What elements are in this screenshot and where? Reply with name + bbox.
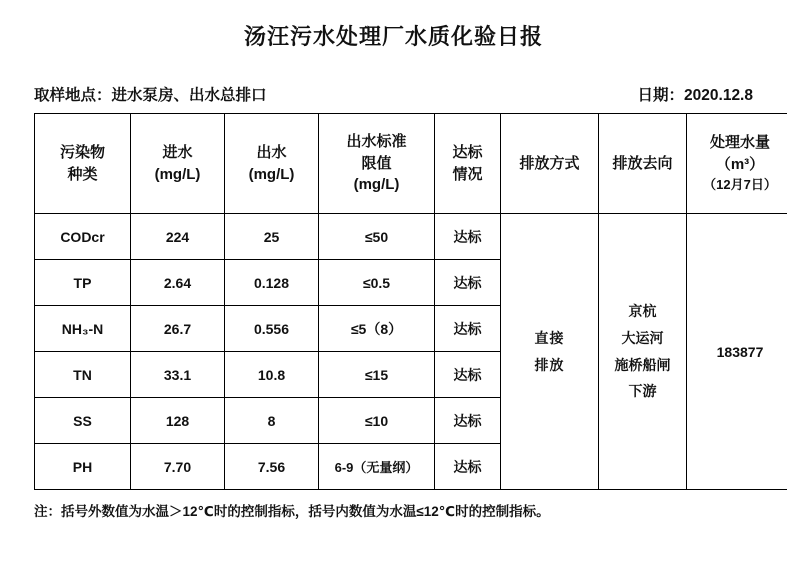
water-quality-table: [34, 113, 787, 490]
cell-pollutant-name: TP: [35, 260, 131, 306]
header-influent-line1: 进水: [162, 143, 193, 161]
cell-pollutant-name: SS: [35, 398, 131, 444]
table-body: [35, 214, 787, 490]
header-pollutant: [35, 114, 131, 214]
header-compliance: [435, 114, 501, 214]
discharge-direction-line1: 京杭: [628, 303, 657, 320]
header-effluent: [225, 114, 319, 214]
cell-influent: 128: [131, 398, 225, 444]
cell-effluent: 10.8: [225, 352, 319, 398]
header-water-volume: [687, 114, 787, 214]
header-effluent-line1: 出水: [256, 143, 287, 161]
table-note: 注：括号外数值为水温＞12℃时的控制指标，括号内数值为水温≤12℃时的控制指标。: [34, 504, 550, 519]
header-standard-line2: 限值: [361, 154, 392, 172]
report-table-wrapper: [0, 113, 787, 490]
discharge-direction-line4: 下游: [628, 383, 657, 400]
table-header-row: [35, 114, 787, 214]
cell-discharge-direction: [599, 214, 687, 490]
cell-pollutant-name: TN: [35, 352, 131, 398]
cell-influent: 26.7: [131, 306, 225, 352]
header-compliance-line1: 达标: [452, 143, 483, 161]
header-influent-line2: (mg/L): [154, 165, 201, 183]
cell-effluent: 7.56: [225, 444, 319, 490]
table-row: [35, 214, 787, 260]
cell-pollutant-name: NH₃-N: [35, 306, 131, 352]
cell-effluent: 0.128: [225, 260, 319, 306]
header-compliance-line2: 情况: [452, 165, 483, 183]
header-water-volume-line3: （12月7日）: [703, 176, 777, 192]
discharge-direction-line3: 施桥船闸: [614, 356, 671, 373]
discharge-direction-line2: 大运河: [621, 329, 664, 346]
cell-standard: ≤0.5: [319, 260, 435, 306]
cell-effluent: 8: [225, 398, 319, 444]
header-pollutant-line1: 污染物: [59, 143, 105, 161]
cell-compliance: 达标: [435, 260, 501, 306]
cell-discharge-mode: [501, 214, 599, 490]
table-header: [35, 114, 787, 214]
cell-standard: ≤5（8）: [319, 306, 435, 352]
discharge-mode-line1: 直接: [534, 329, 565, 346]
page-title: 汤汪污水处理厂水质化验日报: [243, 24, 543, 49]
cell-pollutant-name: PH: [35, 444, 131, 490]
cell-compliance: 达标: [435, 306, 501, 352]
cell-pollutant-name: CODcr: [35, 214, 131, 260]
cell-influent: 2.64: [131, 260, 225, 306]
header-effluent-line2: (mg/L): [248, 165, 295, 183]
header-influent: [131, 114, 225, 214]
report-date: 日期：2020.12.8: [637, 87, 753, 104]
cell-influent: 224: [131, 214, 225, 260]
cell-compliance: 达标: [435, 352, 501, 398]
cell-standard: 6-9（无量纲）: [319, 444, 435, 490]
cell-effluent: 25: [225, 214, 319, 260]
header-standard-line1: 出水标准: [346, 132, 407, 150]
cell-water-volume: 183877: [687, 214, 787, 490]
sampling-location: 取样地点：进水泵房、出水总排口: [34, 87, 267, 104]
header-standard: [319, 114, 435, 214]
cell-compliance: 达标: [435, 398, 501, 444]
cell-influent: 7.70: [131, 444, 225, 490]
cell-compliance: 达标: [435, 444, 501, 490]
header-discharge-mode: 排放方式: [501, 114, 599, 214]
meta-row: [0, 55, 787, 113]
header-water-volume-line1: 处理水量: [709, 134, 770, 152]
cell-standard: ≤50: [319, 214, 435, 260]
header-water-volume-line2: （m³）: [715, 156, 765, 174]
cell-standard: ≤15: [319, 352, 435, 398]
header-pollutant-line2: 种类: [67, 165, 98, 183]
discharge-mode-line2: 排放: [534, 356, 565, 373]
header-discharge-direction: 排放去向: [599, 114, 687, 214]
cell-influent: 33.1: [131, 352, 225, 398]
cell-standard: ≤10: [319, 398, 435, 444]
cell-compliance: 达标: [435, 214, 501, 260]
cell-effluent: 0.556: [225, 306, 319, 352]
header-standard-line3: (mg/L): [353, 176, 400, 194]
